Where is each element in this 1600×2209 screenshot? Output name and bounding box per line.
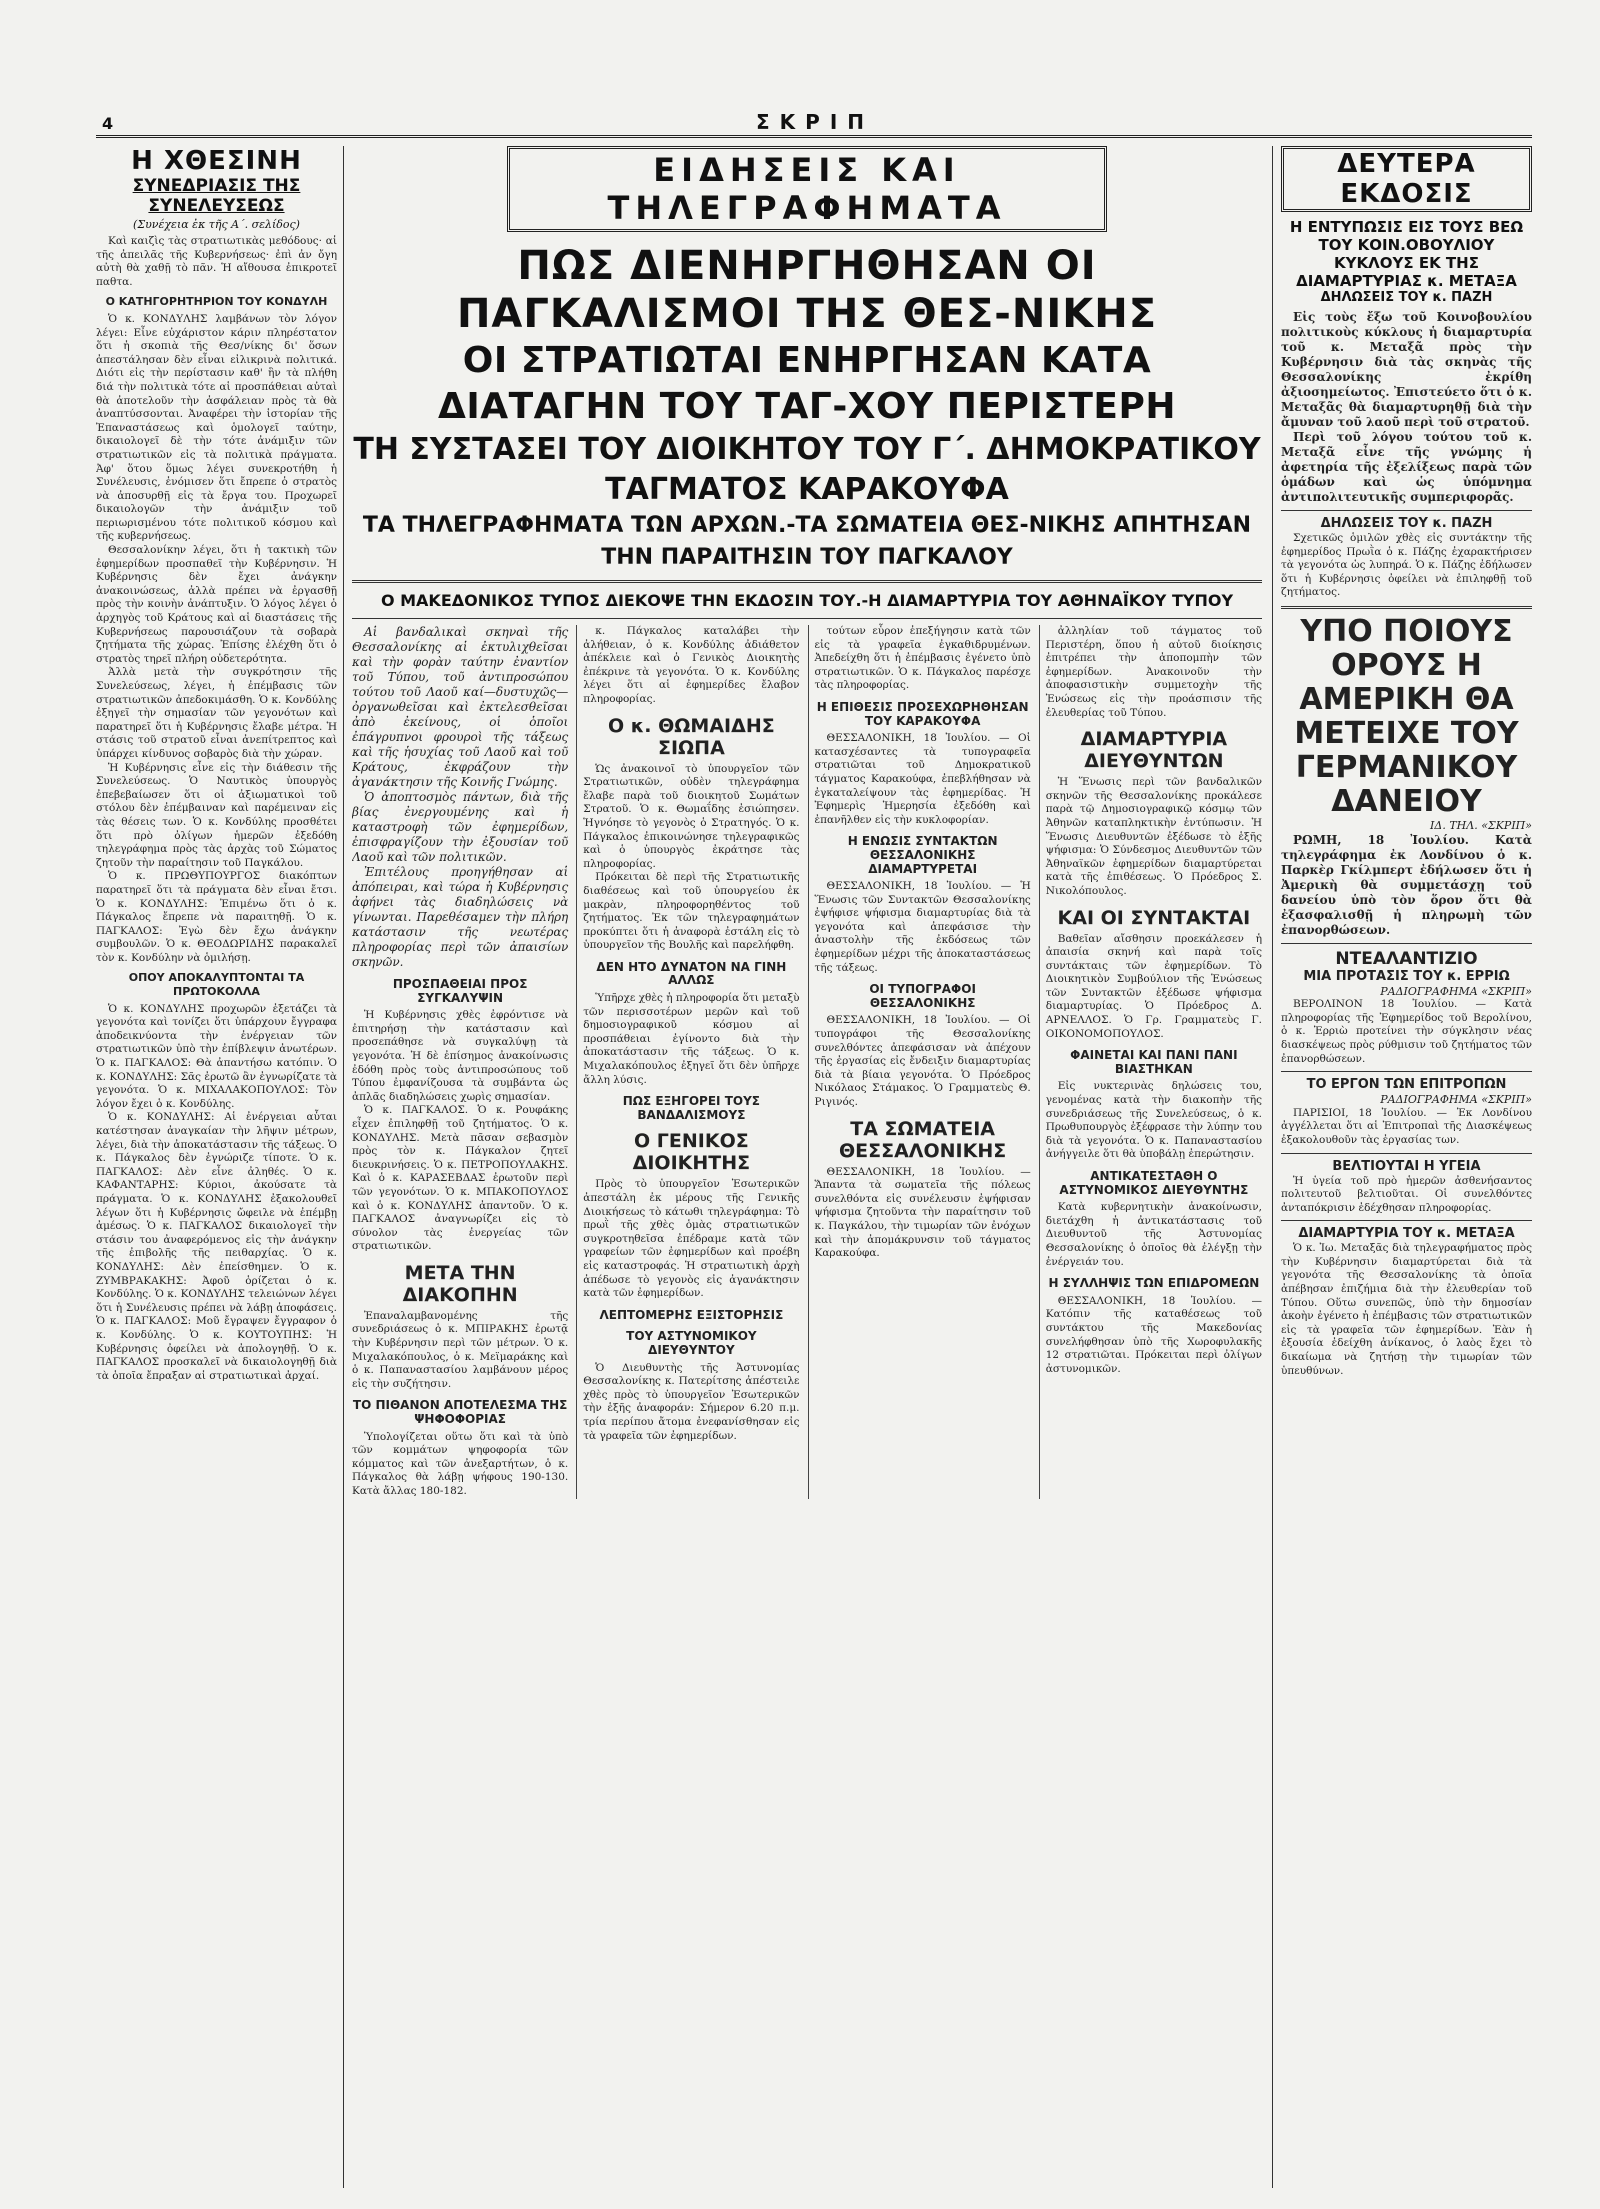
lead-paragraph: Αἱ βανδαλικαὶ σκηναὶ τῆς Θεσσαλονίκης αἱ ἐκτυλιχθεῖσαι καὶ τὴν φορὰν ταύτην ἐναντίον τοῦ Τύπου, τοῦ ἀντιπροσώπου τούτου τοῦ Λαοῦ καί—δυστυχῶς—ὀργανωθεῖσαι καὶ ἐκτελεσθεῖσαι ἀπὸ ἐκείνους, οἱ ὁποῖοι ἐπάγρυπνοι φρουροὶ τῆς τάξεως καὶ τῆς ἡσυχίας τοῦ Λαοῦ καὶ τοῦ Κράτους, ἐκφράζουν τὴν ἀγανάκτησιν τῆς Κοινῆς Γνώμης.	[352, 625, 569, 789]
paragraph: Εἰς τοὺς ἔξω τοῦ Κοινοβουλίου πολιτικοὺς κύκλους ἡ διαμαρτυρία τοῦ κ. Μεταξᾶ πρὸς τὴν Κυβέρνησιν διὰ τὰς σκηνὰς τῆς Θεσσαλονίκης ἐκρίθη ἀξιοσημείωτος. Ἐπιστεύετο ὅτι ὁ κ. Μεταξᾶς θὰ διαμαρτυρηθῇ διὰ τὴν ἄμυναν τοῦ λαοῦ περὶ τοῦ στρατοῦ.	[1281, 310, 1532, 429]
paragraph: Εἰς νυκτερινὰς δηλώσεις του, γενομένας κατὰ τὴν διακοπὴν τῆς συνεδριάσεως τῆς Συνελεύσεως, ὁ κ. Πρωθυπουργὸς ἐξέφρασε τὴν λύπην του διὰ τὰ γεγονότα. Ὁ κ. Παπαναστασίου ἀνήγγειλε ὅτι θὰ ὑποβάλῃ ἐπερώτησιν.	[1045, 1080, 1262, 1161]
article-column-2	[576, 625, 799, 1499]
article-heading: Ο κ. ΘΩΜΑΙΔΗΣ ΣΙΩΠΑ	[608, 714, 775, 759]
section-heading: ΟΠΟΥ ΑΠΟΚΑΛΥΠΤΟΝΤΑΙ ΤΑ ΠΡΩΤΟΚΟΛΛΑ	[128, 971, 305, 999]
article-heading: ΤΟΥ ΑΣΤΥΝΟΜΙΚΟΥ ΔΙΕΥΘΥΝΤΟΥ	[626, 1329, 757, 1357]
paragraph: Ὁ κ. ΠΡΩΘΥΠΟΥΡΓΟΣ διακόπτων παρατηρεῖ ὅτι τὰ πράγματα δὲν εἶναι ἔτσι. Ὁ κ. ΚΟΝΔΥΛΗΣ: Ἐπιμένω ὅτι ὁ κ. Πάγκαλος ἔπρεπε νὰ παραιτηθῇ. Ὁ κ. ΠΑΓΚΑΛΟΣ: Ἐγὼ δὲν ἔχω ἀνάγκην συμβουλῶν. Ὁ κ. ΘΕΟΔΩΡΙΔΗΣ παρακαλεῖ τὸν κ. Κονδύλην νὰ ὁμιλήσῃ.	[96, 870, 337, 964]
paragraph: Πρὸς τὸ ὑπουργεῖον Ἐσωτερικῶν ἀπεστάλη ἐκ μέρους τῆς Γενικῆς Διοικήσεως τὸ κάτωθι τηλεγράφημα: Τὸ πρωῒ τῆς χθὲς ὁμὰς στρατιωτικῶν συγκροτηθεῖσα ἐπέδραμε κατὰ τῶν γραφείων τῶν ἐφημερίδων καὶ προέβη εἰς καταστροφάς. Ἡ στρατιωτικὴ ἀρχὴ ἀπέδωσε τὸ γεγονὸς εἰς ἀγανάκτησιν κατὰ τῶν ἐφημερίδων.	[583, 1178, 800, 1300]
article-column-1	[352, 625, 568, 1499]
page-number: 4	[102, 114, 114, 133]
left-subtitle: ΣΥΝΕΔΡΙΑΣΙΣ ΤΗΣ ΣΥΝΕΛΕΥΣΕΩΣ	[132, 176, 301, 216]
article-heading: Ο ΓΕΝΙΚΟΣ ΔΙΟΙΚΗΤΗΣ	[632, 1130, 751, 1175]
article-heading: ΜΕΤΑ ΤΗΝ ΔΙΑΚΟΠΗΝ	[402, 1261, 518, 1306]
paragraph: ΘΕΣΣΑΛΟΝΙΚΗ, 18 Ἰουλίου. — Οἱ κατασχέσαντες τὰ τυπογραφεῖα στρατιῶται τοῦ Δημοκρατικοῦ τάγματος Καρακούφα, ἐπεβλήθησαν νὰ ἐγκαταλείψουν τὰς ἐφημερίδας. Ἡ Ἐφημερὶς Ἡμερησία ἐξεδόθη καὶ ἐπανῆλθεν εἰς τὴν κυκλοφορίαν.	[814, 732, 1031, 826]
byline: ΙΔ. ΤΗΛ. «ΣΚΡΙΠ»	[1430, 818, 1532, 832]
newspaper-name: ΣΚΡΙΠ	[756, 110, 874, 134]
article-heading: ΟΙ ΤΥΠΟΓΡΑΦΟΙ ΘΕΣΣΑΛΟΝΙΚΗΣ	[869, 982, 976, 1010]
paragraph: Ὁ Διευθυντὴς τῆς Ἀστυνομίας Θεσσαλονίκης κ. Πατερίτσης ἀπέστειλε χθὲς πρὸς τὸ ὑπουργεῖον Ἐσωτερικῶν τὴν ἑξῆς ἀναφοράν: Σήμερον 6.20 π.μ. τρία περίπου ἄτομα ἐνεφανίσθησαν εἰς τὰ γραφεῖα τῶν ἐφημερίδων.	[583, 1361, 800, 1442]
center-column	[352, 146, 1262, 2188]
paragraph: ΡΩΜΗ, 18 Ἰουλίου. Κατὰ τηλεγράφημα ἐκ Λονδίνου ὁ κ. Παρκὲρ Γκίλμπερτ ἐδήλωσεν ὅτι ἡ Ἀμερικὴ θὰ συμμετάσχῃ τοῦ δανείου ὑπὸ τὸν ὅρον ὅτι θὰ ἐξασφαλισθῇ ἡ πληρωμὴ τῶν ἐπανορθώσεων.	[1281, 832, 1532, 937]
paragraph: Ὡς ἀνακοινοῖ τὸ ὑπουργεῖον τῶν Στρατιωτικῶν, οὐδὲν τηλεγράφημα ἔλαβε παρὰ τοῦ διοικητοῦ Σωμάτων Στρατοῦ. Ὁ κ. Θωμαΐδης ἐσιώπησεν. Ἡγνόησε τὸ γεγονὸς ὁ Στρατηγός. Ὁ κ. Πάγκαλος ἐπικοινώνησε τηλεγραφικῶς καὶ ὁ ὑπουργὸς ἐκράτησε τὰς πληροφορίας.	[583, 762, 800, 870]
article-heading: Η ΕΠΙΘΕΣΙΣ ΠΡΟΣΕΧΩΡΗΘΗΣΑΝ ΤΟΥ ΚΑΡΑΚΟΥΦΑ	[816, 699, 1029, 728]
section-heading: Ο ΚΑΤΗΓΟΡΗΤΗΡΙΟΝ ΤΟΥ ΚΟΝΔΥΛΗ	[105, 295, 328, 309]
byline: ΡΑΔΙΟΓΡΑΦΗΜΑ «ΣΚΡΙΠ»	[1380, 984, 1532, 998]
section-heading: ΝΤΕΑΛΑΝΤΙΖΙΟ	[1335, 948, 1478, 969]
paragraph: Ἀλλὰ μετὰ τὴν συγκρότησιν τῆς Συνελεύσεως, λέγει, ἡ ἐπέμβασις τῶν στρατιωτικῶν ἀπεδοκιμάσθη. Ὁ κ. Κονδύλης ἐξηγεῖ τὴν σημασίαν τῶν γεγονότων καὶ παρατηρεῖ ὅτι ἡ Κυβέρνησις ἔλαβε μέτρα. Ἡ στάσις τοῦ στρατοῦ εἶναι ἀνεπίτρεπτος καὶ ὑπάρχει κίνδυνος σοβαρὸς διὰ τὴν χώραν.	[96, 666, 337, 760]
article-heading: ΤΑ ΣΩΜΑΤΕΙΑ ΘΕΣΣΑΛΟΝΙΚΗΣ	[839, 1117, 1007, 1162]
paragraph: Πρόκειται δὲ περὶ τῆς Στρατιωτικῆς διαθέσεως καὶ τοῦ ὑπουργείου ἐκ μακρὰν, πληροφορηθέντος τοῦ ζητήματος. Ἐκ τῶν τηλεγραφημάτων προκύπτει ὅτι ἡ ἀναφορὰ ἐστάλη εἰς τὸ ὑπουργεῖον τῆς Βουλῆς καὶ παρελήφθη.	[583, 871, 800, 952]
second-edition-title: ΔΕΥΤΕΡΑ ΕΚΔΟΣΙΣ	[1281, 146, 1532, 212]
article-heading: Η ΣΥΛΛΗΨΙΣ ΤΩΝ ΕΠΙΔΡΟΜΕΩΝ	[1048, 1276, 1260, 1291]
paragraph: Ἡ ὑγεία τοῦ πρὸ ἡμερῶν ἀσθενήσαντος πολιτευτοῦ βελτιοῦται. Οἱ συνελθόντες ἀνταπόκρισιν ἐδέχθησαν πληροφορίας.	[1281, 1174, 1532, 1214]
headline-deck-4: Ο ΜΑΚΕΔΟΝΙΚΟΣ ΤΥΠΟΣ ΔΙΕΚΟΨΕ ΤΗΝ ΕΚΔΟΣΙΝ ΤΟΥ.-Η ΔΙΑΜΑΡΤΥΡΙΑ ΤΟΥ ΑΘΗΝΑΪΚΟΥ ΤΥΠΟΥ	[380, 591, 1234, 610]
article-columns	[352, 625, 1262, 1499]
article-heading: ΔΙΑΜΑΡΤΥΡΙΑ ΔΙΕΥΘΥΝΤΩΝ	[1080, 728, 1228, 773]
masthead	[96, 108, 1532, 138]
paragraph: Ὁ κ. ΚΟΝΔΥΛΗΣ: Αἱ ἐνέργειαι αὗται κατέστησαν ἀναγκαίαν τὴν λῆψιν μέτρων, λέγει, διὰ τὴν ἀποκατάστασιν τῆς τάξεως. Ὁ κ. Πάγκαλος δὲν ἐγνώριζε τίποτε. Ὁ κ. ΠΑΓΚΑΛΟΣ: Δὲν εἶνε ἀληθές. Ὁ κ. ΚΑΦΑΝΤΑΡΗΣ: Κύριοι, ἀκούσατε τὰ πράγματα. Ὁ κ. ΚΟΝΔΥΛΗΣ ἐξακολουθεῖ λέγων ὅτι ἡ Κυβέρνησις ὤφειλε νὰ ἐπέμβῃ ἀμέσως. Ὁ κ. ΠΑΓΚΑΛΟΣ δικαιολογεῖ τὴν στάσιν του ἀναφερόμενος εἰς τὴν ἀνάγκην τῆς ἐπιβολῆς τῆς πειθαρχίας. Ὁ κ. ΚΟΝΔΥΛΗΣ: Δὲν ἐπείσθημεν. Ὁ κ. ΖΥΜΒΡΑΚΑΚΗΣ: Ἀφοῦ ὁρίζεται ὁ κ. Κονδύλης. Ὁ κ. ΚΟΝΔΥΛΗΣ τελειώνων λέγει ὅτι ἡ Συνέλευσις πρέπει νὰ λάβῃ ἀποφάσεις. Ὁ κ. ΠΑΓΚΑΛΟΣ: Μοῦ ἔγραψεν ἔγγραφον ὁ κ. Κονδύλης. Ὁ κ. ΚΟΥΤΟΥΠΗΣ: Ἡ Κυβέρνησις ὀφείλει νὰ ἀπολογηθῇ. Ὁ κ. ΠΑΓΚΑΛΟΣ προσκαλεῖ νὰ δικαιολογηθῇ διὰ τὰ ὁποῖα ἔπραξαν αἱ στρατιωτικαὶ ἀρχαί.	[96, 1111, 337, 1382]
paragraph: Ὑπολογίζεται οὕτω ὅτι καὶ τὰ ὑπὸ τῶν κομμάτων ψηφοφορία τῶν κόμματος καὶ τῶν ἀνεξαρτήτων, ὁ κ. Πάγκαλος θὰ λάβῃ ψήφους 190-130. Κατὰ ἄλλας 180-182.	[352, 1430, 569, 1497]
right-subheadline: ΔΗΛΩΣΕΙΣ ΤΟΥ κ. ΠΑΖΗ	[1320, 290, 1493, 305]
section-heading: ΒΕΛΤΙΟΥΤΑΙ Η ΥΓΕΙΑ	[1332, 1158, 1481, 1174]
continuation-note: (Συνέχεια ἐκ τῆς Α΄. σελίδος)	[133, 218, 300, 231]
paragraph: Ἡ Κυβέρνησις χθὲς ἐφρόντισε νὰ ἐπιτηρήσῃ τὴν κατάστασιν καὶ προσεπάθησε νὰ συγκαλύψῃ τὰ γεγονότα. Ἡ δὲ ἐπίσημος ἀνακοίνωσις ἐδόθη πρὸς τοὺς ἀντιπροσώπους τοῦ Τύπου ἐμφανίζουσα τὰ συμβάντα ὡς ἀπλᾶς διαδηλώσεις χωρὶς σημασίαν.	[352, 1009, 569, 1103]
paragraph: Σχετικῶς ὁμιλῶν χθὲς εἰς συντάκτην τῆς ἐφημερίδος Πρωῒα ὁ κ. Πάζης ἐχαρακτήρισεν τὰ γεγονότα ὡς λυπηρά. Ὁ κ. Πάζης ἐδήλωσεν ὅτι ἡ Κυβέρνησις ὀφείλει νὰ ἐπιληφθῇ τοῦ ζητήματος.	[1281, 532, 1532, 599]
paragraph: Περὶ τοῦ λόγου τούτου τοῦ κ. Μεταξᾶ εἶνε τῆς γνώμης ἡ ἀφετηρία τῆς ἐξελίξεως παρὰ τῶν ὁμάδων καὶ ὡς ὑπόμνημα ἀντιπολιτευτικῆς συμπεριφορᾶς.	[1281, 430, 1532, 504]
article-heading: ΠΩΣ ΕΞΗΓΟΡΕΙ ΤΟΥΣ ΒΑΝΔΑΛΙΣΜΟΥΣ	[622, 1094, 760, 1122]
article-heading: ΔΕΝ ΗΤΟ ΔΥΝΑΤΟΝ ΝΑ ΓΙΝΗ ΑΛΛΩΣ	[596, 959, 787, 988]
paragraph: Ὁ κ. ΚΟΝΔΥΛΗΣ προχωρῶν ἐξετάζει τὰ γεγονότα καὶ τονίζει ὅτι ὑπάρχουν ἔγγραφα ἀποδεικνύοντα τὴν ἐνέργειαν τῶν στρατιωτικῶν ὑπὸ τὴν ἐπίβλεψιν ἀνωτέρων. Ὁ κ. ΠΑΓΚΑΛΟΣ: Θὰ ἀπαντήσω κατόπιν. Ὁ κ. ΚΟΝΔΥΛΗΣ: Σᾶς ἐρωτῶ ἂν ἐγνωρίζατε τὰ γεγονότα. Ὁ κ. ΜΙΧΑΛΑΚΟΠΟΥΛΟΣ: Τὸν λόγον ἔχει ὁ κ. Κονδύλης.	[96, 1002, 337, 1110]
paragraph: Καὶ καιζὶς τὰς στρατιωτικὰς μεθόδους· αἱ τῆς ἀπειλᾶς τῆς Κυβερνήσεως· ἐπὶ ἀν ὄγη αὐτὴ θὰ χαθῇ τὸ πᾶν. Ἡ αἴθουσα ἐπικροτεῖ παθτα.	[96, 235, 337, 288]
paragraph: Ὑπῆρχε χθὲς ἡ πληροφορία ὅτι μεταξὺ τῶν περισσοτέρων μερῶν καὶ τοῦ δημοσιογραφικοῦ κόσμου αἱ προσπάθειαι ἐγίνοντο διὰ τὴν ἀποκατάστασιν τῆς τάξεως. Ὁ κ. Μιχαλακόπουλος ἐξηγεῖ ὅτι δὲν ὑπῆρχε ἄλλη λύσις.	[583, 992, 800, 1086]
article-heading: ΛΕΠΤΟΜΕΡΗΣ ΕΞΙΣΤΟΡΗΣΙΣ	[599, 1307, 784, 1322]
paragraph: τούτων εὗρον ἐπεξήγησιν κατὰ τῶν εἰς τὰ γραφεῖα ἐγκαθιδρυμένων. Ἀπεδείχθη ὅτι ἡ ἐπέμβασις ἐγένετο ὑπὸ στρατιωτικῶν. Ὁ κ. Πάγκαλος παρέσχε τὰς πληροφορίας.	[814, 625, 1031, 692]
left-column	[96, 146, 344, 2188]
article-heading: ΦΑΙΝΕΤΑΙ ΚΑΙ ΠΑΝΙ ΠΑΝΙ ΒΙΑΣΤΗΚΑΝ	[1070, 1048, 1238, 1076]
right-column	[1272, 146, 1532, 2188]
section-heading: ΔΗΛΩΣΕΙΣ ΤΟΥ κ. ΠΑΖΗ	[1320, 516, 1493, 531]
paragraph: κ. Πάγκαλος καταλάβει τὴν ἀλήθειαν, ὁ κ. Κονδύλης ἀδιάθετον ἀπέκλειε καὶ ὁ Γενικὸς Διοικητὴς ἐπέκρινε τὰ γεγονότα. Ὁ κ. Κονδύλης λέγει ὅτι αἱ ἐφημερίδες ἔλαβον πληροφορίας.	[583, 625, 800, 705]
main-headline: ΠΩΣ ΔΙΕΝΗΡΓΗΘΗΣΑΝ ΟΙ ΠΑΓΚΑΛΙΣΜΟΙ ΤΗΣ ΘΕΣ-ΝΙΚΗΣ	[456, 243, 1158, 337]
article-column-3	[808, 625, 1031, 1499]
right-headline: Η ΕΝΤΥΠΩΣΙΣ ΕΙΣ ΤΟΥΣ ΒΕΩ ΤΟΥ ΚΟΙΝ.ΟΒΟΥΛΙΟΥ ΚΥΚΛΟΥΣ ΕΚ ΤΗΣ ΔΙΑΜΑΡΤΥΡΙΑΣ κ. ΜΕΤΑΞΑ	[1289, 218, 1524, 290]
byline: ΡΑΔΙΟΓΡΑΦΗΜΑ «ΣΚΡΙΠ»	[1380, 1093, 1532, 1107]
newspaper-page	[96, 108, 1532, 2188]
article-heading: ΚΑΙ ΟΙ ΣΥΝΤΑΚΤΑΙ	[1057, 906, 1251, 929]
section-heading: ΤΟ ΕΡΓΟΝ ΤΩΝ ΕΠΙΤΡΟΠΩΝ	[1306, 1077, 1507, 1093]
section-heading: ΜΙΑ ΠΡΟΤΑΣΙΣ ΤΟΥ κ. ΕΡΡΙΩ	[1303, 968, 1510, 984]
article-heading: ΤΟ ΠΙΘΑΝΟΝ ΑΠΟΤΕΛΕΣΜΑ ΤΗΣ ΨΗΦΟΦΟΡΙΑΣ	[352, 1398, 568, 1427]
article-heading: ΑΝΤΙΚΑΤΕΣΤΑΘΗ Ο ΑΣΤΥΝΟΜΙΚΟΣ ΔΙΕΥΘΥΝΤΗΣ	[1059, 1169, 1249, 1197]
paragraph: ΘΕΣΣΑΛΟΝΙΚΗ, 18 Ἰουλίου. — Οἱ τυπογράφοι τῆς Θεσσαλονίκης συνελθόντες ἀπεφάσισαν νὰ ἀπέχουν τῆς ἐργασίας εἰς ἔνδειξιν διαμαρτυρίας διὰ τὰ βίαια γεγονότα. Ὁ Πρόεδρος Νικόλαος Στάμακος. Ὁ Γραμματεὺς Θ. Ριγινός.	[814, 1014, 1031, 1108]
paragraph: Ὁ κ. Ἰω. Μεταξᾶς διὰ τηλεγραφήματος πρὸς τὴν Κυβέρνησιν διαμαρτύρεται διὰ τὰ γεγονότα τῆς Θεσσαλονίκης τὰ ὁποῖα ἀπέβησαν ἐπιζήμια διὰ τὴν ἐλευθερίαν τοῦ Τύπου. Οὕτω συνεπῶς, ὑπὸ τὴν δημοσίαν ἀκοὴν ἐγένετο ἡ ἐπέμβασις τῶν στρατιωτικῶν εἰς τὰ γραφεῖα τῶν ἐφημερίδων. Ἐὰν ἡ ἐξουσία ἐδείχθη ἀνίκανος, ὁ λαὸς ἔχει τὸ δικαίωμα νὰ ζητήσῃ τὴν τιμωρίαν τῶν ὑπευθύνων.	[1281, 1242, 1532, 1377]
paragraph: Ἐπαναλαμβανομένης τῆς συνεδριάσεως ὁ κ. ΜΠΙΡΑΚΗΣ ἐρωτᾷ τὴν Κυβέρνησιν περὶ τῶν μέτρων. Ὁ κ. Μιχαλακόπουλος, ὁ κ. Μεϊμαράκης καὶ ὁ κ. Παπαναστασίου λαμβάνουν μέρος εἰς τὴν συζήτησιν.	[352, 1309, 569, 1390]
left-title: Η ΧΘΕΣΙΝΗ	[131, 146, 302, 176]
headline-deck-1: ΟΙ ΣΤΡΑΤΙΩΤΑΙ ΕΝΗΡΓΗΣΑΝ ΚΑΤΑ ΔΙΑΤΑΓΗΝ ΤΟΥ ΤΑΓ-ΧΟΥ ΠΕΡΙΣΤΕΡΗ	[437, 340, 1177, 427]
paragraph: ΘΕΣΣΑΛΟΝΙΚΗ, 18 Ἰουλίου. — Ἅπαντα τὰ σωματεῖα τῆς πόλεως συνελθόντα εἰς συνέλευσιν ἐψήφισαν ψήφισμα ζητοῦντα τὴν παραίτησιν τοῦ κ. Παγκάλου, τὴν τιμωρίαν τῶν ἐνόχων καὶ τὴν ἀπομάκρυνσιν τοῦ τάγματος Καρακούφα.	[814, 1165, 1031, 1260]
paragraph: Ὁ κ. ΚΟΝΔΥΛΗΣ λαμβάνων τὸν λόγον λέγει: Εἶνε εὐχάριστον κάριν πληρέστατον ὅτι ἡ σκοπιὰ τῆς Θεσ/νίκης δι' ὅσων ἀπεστάλησαν δὲν εἶναι εἰλικρινὰ πολιτικά. Διότι εἰς τὴν περίστασιν καθ' ἣν τὰ πλήθη διά τὴν πολιτικὰ τότε αἱ προσπάθειαι αὐταὶ θὰ ἀποτελοῦν τὴν ἀσφάλειαν πρὸς τὰ θὰ ἀναπτύσσονται. Ἀναφέρει τὴν ἱστορίαν τῆς Ἐπαναστάσεως καὶ ὁμολογεῖ ταύτην, δικαιολογεῖ δὲ τὴν τότε ἀνάμιξιν τῶν στρατιωτικῶν εἰς τὰ πολιτικὰ πράγματα. Ἀφ' ὅτου ὅμως λέγει συνεκροτήθη ἡ Συνέλευσις, ἐνόμισεν ὅτι ἔπρεπε ὁ στρατὸς νὰ ἀποσυρθῇ εἰς τὰ ἔργα του. Προχωρεῖ δικαιολογῶν τὴν ἀνάμιξιν τοῦ περιωρισμένου τότε πολιτικοῦ κόσμου καὶ τῆς κυβερνήσεως.	[96, 312, 337, 543]
article-heading: ΠΡΟΣΠΑΘΕΙΑΙ ΠΡΟΣ ΣΥΓΚΑΛΥΨΙΝ	[392, 977, 528, 1005]
paragraph: ΠΑΡΙΣΙΟΙ, 18 Ἰουλίου. — Ἐκ Λονδίνου ἀγγέλλεται ὅτι αἱ Ἐπιτροπαὶ τῆς Διασκέψεως ἐξακολουθοῦν τὰς ἐργασίας των.	[1281, 1106, 1532, 1146]
section-heading: ΔΙΑΜΑΡΤΥΡΙΑ ΤΟΥ κ. ΜΕΤΑΞΑ	[1298, 1226, 1515, 1242]
section-heading: ΥΠΟ ΠΟΙΟΥΣ ΟΡΟΥΣ Η ΑΜΕΡΙΚΗ ΘΑ ΜΕΤΕΙΧΕ ΤΟΥ ΓΕΡΜΑΝΙΚΟΥ ΔΑΝΕΙΟΥ	[1294, 613, 1519, 819]
section-banner: ΕΙΔΗΣΕΙΣ ΚΑΙ ΤΗΛΕΓΡΑΦΗΜΑΤΑ	[507, 146, 1107, 232]
article-heading: Η ΕΝΩΣΙΣ ΣΥΝΤΑΚΤΩΝ ΘΕΣΣΑΛΟΝΙΚΗΣ ΔΙΑΜΑΡΤΥΡΕΤΑΙ	[847, 834, 998, 876]
headline-deck-2: ΤΗ ΣΥΣΤΑΣΕΙ ΤΟΥ ΔΙΟΙΚΗΤΟΥ ΤΟΥ Γ΄. ΔΗΜΟΚΡΑΤΙΚΟΥ ΤΑΓΜΑΤΟΣ ΚΑΡΑΚΟΥΦΑ	[353, 432, 1261, 507]
paragraph: ΘΕΣΣΑΛΟΝΙΚΗ, 18 Ἰουλίου. — Ἡ Ἕνωσις τῶν Συντακτῶν Θεσσαλονίκης ἐψήφισε ψήφισμα διαμαρτυρίας διὰ τὰ γεγονότα καὶ ἀπεφάσισε τὴν ἀναστολὴν τῆς ἐκδόσεως τῶν ἐφημερίδων μέχρι τῆς ἀποκαταστάσεως τῆς τάξεως.	[814, 880, 1031, 974]
paragraph: Ὁ κ. ΠΑΓΚΑΛΟΣ. Ὁ κ. Ρουφάκης εἶχεν ἐπιληφθῇ τοῦ ζητήματος. Ὁ κ. ΚΟΝΔΥΛΗΣ. Μετὰ πᾶσαν σεβασμὸν πρὸς τὸν κ. Πάγκαλον ζητεῖ διευκρινήσεις. Ὁ κ. ΠΕΤΡΟΠΟΥΛΑΚΗΣ. Καὶ ὁ κ. ΚΑΡΑΣΕΒΔΑΣ ἐρωτοῦν περὶ τῶν γεγονότων. Ὁ κ. ΜΠΑΚΟΠΟΥΛΟΣ καὶ ὁ κ. ΚΟΝΔΥΛΗΣ ἀπαντοῦν. Ὁ κ. ΠΑΓΚΑΛΟΣ ἀναγνωρίζει εἰς τὸ σύνολον τὰς ἐνεργείας τῶν στρατιωτικῶν.	[352, 1104, 569, 1253]
lead-paragraph: Ὁ ἀποπτοσμὸς πάντων, διὰ τῆς βίας ἐνεργουμένης καὶ ἡ καταστροφὴ τῶν ἐφημερίδων, ἐπισφραγίζουν τὴν ἐξουσίαν τοῦ Λαοῦ καὶ τῶν πολιτικῶν.	[352, 790, 569, 864]
paragraph: Ἡ Κυβέρνησις εἶνε εἰς τὴν διάθεσιν τῆς Συνελεύσεως. Ὁ Ναυτικὸς ὑπουργὸς ἐπεβεβαίωσεν ὅτι οἱ ἀξιωματικοὶ τοῦ στόλου δὲν ἐπέμβαιναν καὶ παρέμειναν εἰς τὰς θέσεις των. Ὁ κ. Κονδύλης προσθέτει ὅτι πρὸ ὀλίγων ἡμερῶν ἐξεδόθη τηλεγράφημα πρὸς τὰς ἀρχὰς τοῦ Σώματος ζητοῦν τὴν παραίτησιν τοῦ Παγκάλου.	[96, 761, 337, 869]
paragraph: Θεσσαλονίκην λέγει, ὅτι ἡ τακτικὴ τῶν ἐφημερίδων προσπαθεῖ τὴν Κυβέρνησιν. Ἡ Κυβέρνησις δὲν ἔχει ἀνάγκην ἀνακοινώσεως, ἀλλὰ πρέπει νὰ ἐργασθῇ πρὸς τὴν κοινὴν ἀνάπτυξιν. Ὁ λόγος λέγει ὁ ἀρχηγὸς τοῦ Κράτους καὶ αἱ διαστάσεις τῆς Κυβερνήσεως παρουσιάζουν τὰ σοβαρὰ ζητήματα τῆς χώρας. Ἐπίσης ἐλέχθη ὅτι ὁ στρατὸς τηρεῖ πλήρη οὐδετερότητα.	[96, 544, 337, 665]
headline-deck-3: ΤΑ ΤΗΛΕΓΡΑΦΗΜΑΤΑ ΤΩΝ ΑΡΧΩΝ.-ΤΑ ΣΩΜΑΤΕΙΑ ΘΕΣ-ΝΙΚΗΣ ΑΠΗΤΗΣΑΝ ΤΗΝ ΠΑΡΑΙΤΗΣΙΝ ΤΟΥ ΠΑΓΚΑΛΟΥ	[362, 513, 1252, 570]
article-column-4	[1039, 625, 1262, 1499]
paragraph: ἀλληλίαν τοῦ τάγματος τοῦ Περιστέρη, ὅπου ἡ αὐτοῦ διοίκησις ἐπιτρέπει τὴν ἀποπομπὴν τῶν ἐφημερίδων. Ἀνακοινοῦν τὴν ἀποφασιστικὴν συμμετοχὴν τῆς Ἐνώσεως εἰς τὴν προάσπισιν τῆς ἐλευθερίας τοῦ Τύπου.	[1045, 625, 1262, 719]
lead-paragraph: Ἐπιτέλους προηγήθησαν αἱ ἀπόπειραι, καὶ τώρα ἡ Κυβέρνησις ἀφήνει τὰς διαδηλώσεις νὰ γίνωνται. Παρεθέσαμεν τὴν πλήρη κατάστασιν τῆς νεωτέρας πληροφορίας περὶ τῶν ἀπαισίων σκηνῶν.	[352, 865, 569, 969]
paragraph: ΒΕΡΟΛΙΝΟΝ 18 Ἰουλίου. — Κατὰ πληροφορίας τῆς Ἐφημερίδος τοῦ Βερολίνου, ὁ κ. Ἑρριὼ προτείνει τὴν σύγκλησιν νέας διασκέψεως πρὸς ρύθμισιν τοῦ ζητήματος τῶν ἐπανορθώσεων.	[1281, 998, 1532, 1065]
paragraph: Ἡ Ἕνωσις περὶ τῶν βανδαλικῶν σκηνῶν τῆς Θεσσαλονίκης προκάλεσε παρὰ τῷ Δημοσιογραφικῷ κόσμῳ τῶν Ἀθηνῶν καταπληκτικὴν ἐντύπωσιν. Ἡ Ἕνωσις Διευθυντῶν ἐξέδωσε τὸ ἑξῆς ψήφισμα: Ὁ Σύνδεσμος Διευθυντῶν τῶν Ἀθηναϊκῶν ἐφημερίδων διαμαρτύρεται κατὰ τῆς ἐπιθέσεως. Ὁ Πρόεδρος Σ. Νικολόπουλος.	[1045, 776, 1262, 897]
paragraph: Βαθεῖαν αἴσθησιν προεκάλεσεν ἡ ἀπαισία σκηνή καὶ παρὰ τοῖς συντάκταις τῶν ἐφημερίδων. Τὸ Διοικητικὸν Συμβούλιον τῆς Ἑνώσεως τῶν Συντακτῶν ἐξέδωσε ψήφισμα διαμαρτυρίας. Ὁ Πρόεδρος Δ. ΑΡΝΕΛΛΟΣ. Ὁ Γρ. Γραμματεὺς Γ. ΟΙΚΟΝΟΜΟΠΟΥΛΟΣ.	[1045, 932, 1262, 1040]
paragraph: ΘΕΣΣΑΛΟΝΙΚΗ, 18 Ἰουλίου. — Κατόπιν τῆς καταθέσεως τοῦ συντάκτου τῆς Μακεδονίας συνελήφθησαν ὑπὸ τῆς Χωροφυλακῆς 12 στρατιῶται. Πρόκειται περὶ ὀλίγων ἀστυνομικῶν.	[1045, 1294, 1262, 1375]
paragraph: Κατὰ κυβερνητικὴν ἀνακοίνωσιν, διετάχθη ἡ ἀντικατάστασις τοῦ Διευθυντοῦ τῆς Ἀστυνομίας Θεσσαλονίκης ὁ ὁποῖος θὰ ἐλέγξῃ τὴν ἐνέργειάν του.	[1045, 1201, 1262, 1268]
